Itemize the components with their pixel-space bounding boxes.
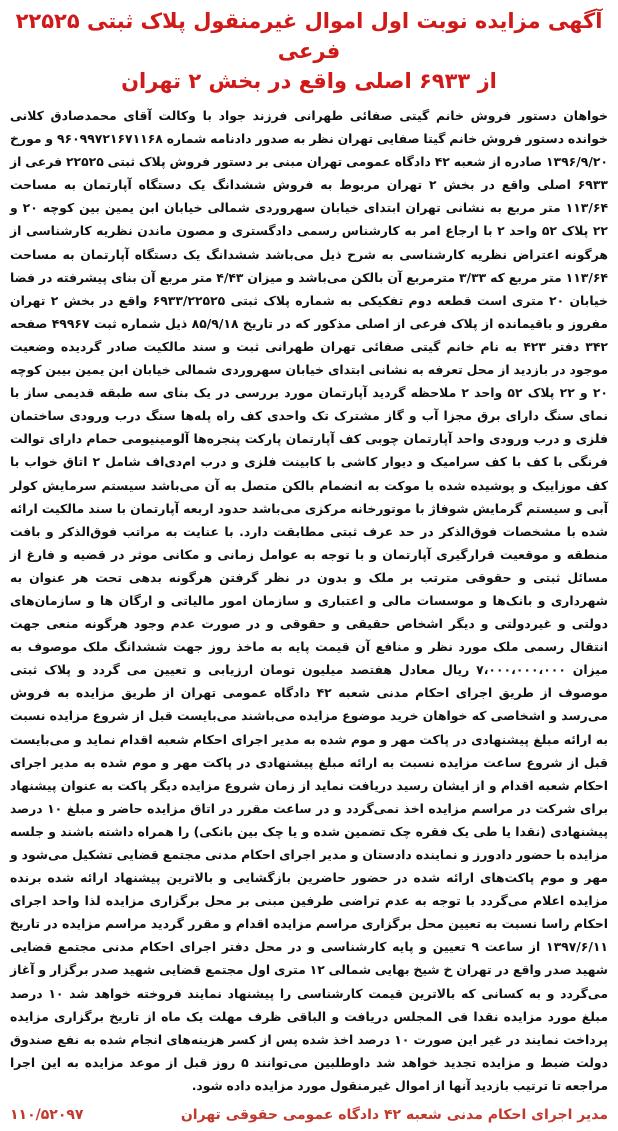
notice-title-line1: آگهی مزایده نوبت اول اموال غیرمنقول پلاک ثبتی ۲۲۵۲۵ فرعی: [15, 9, 603, 63]
notice-body: خواهان دستور فروش خانم گیتی صفائی طهرانی فرزند جواد با وکالت آقای محمدصادق کلانی خوانده دستور فروش خانم گیتا صفایی تهران نظر به صدور دادنامه شماره ۹۶۰۹۹۷۲۱۶۷۱۱۶۸ و مورخ ۱۳۹۶/۹/۲۰ صادره از شعبه ۴۲ دادگاه عمومی تهران مبنی بر دستور فروش پلاک ثبتی ۲۲۵۲۵ فرعی از ۶۹۳۳ اصلی واقع در بخش ۲ تهران مربوط به فروش ششدانگ یک دستگاه آپارتمان به مساحت ۱۱۳/۶۴ متر مربع به نشانی تهران ابتدای خیابان سهروردی شمالی خیابان ابن یمین بین کوچه ۲۰ و ۲۲ پلاک ۵۲ واحد ۲ با ارجاع امر به کارشناس رسمی دادگستری و مصون ماندن نظریه کارشناسی از هرگونه اعتراض نظریه کارشناسی به شرح ذیل می‌باشد ششدانگ یک دستگاه آپارتمان به مساحت ۱۱۳/۶۴ متر مربع که ۳/۳۳ مترمربع آن بالکن می‌باشد و میزان ۴/۴۳ متر مربع آن بنای پیشرفته در فضا خیابان ۲۰ متری است قطعه دوم تفکیکی به شماره پلاک ثبتی ۶۹۳۳/۲۲۵۲۵ واقع در بخش ۲ تهران مفروز و باقیمانده از پلاک فرعی از اصلی مذکور که در تاریخ ۸۵/۹/۱۸ ذیل شماره ثبت ۴۹۹۶۷ صفحه ۳۴۲ دفتر ۴۲۳ به نام خانم گیتی صفائی تهران طهرانی ثبت و سند مالکیت صادر گردیده وضعیت موجود در بازدید از محل تعرفه به نشانی ابتدای خیابان سهروردی شمالی خیابان ابن یمین بیبن کوچه ۲۰ و ۲۲ پلاک ۵۲ واحد ۲ ملاحظه گردید آپارتمان مورد بررسی در یک بنای سه طبقه قدیمی ساز با نمای سنگ دارای برق مجزا آب و گاز مشترک تک واحدی کف راه پله‌ها سنگ درب ورودی ساختمان فلزی و درب ورودی واحد آپارتمان چوبی کف آپارتمان پارکت پنجره‌ها آلومینیومی حمام دارای توالت فرنگی با کف با کف سرامیک و دیوار کاشی با کابینت فلزی و درب ام‌دی‌اف شامل ۲ اتاق خواب با کف موزاییک و پوشیده شده با موکت به انضمام بالکن متصل به آن می‌باشد سیستم سرمایش کولر آبی و سیستم گرمایش شوفاژ با موتورخانه مرکزی می‌باشد حدود اربعه آپارتمان با سند مالکیت ارائه شده با مشخصات فوق‌الذکر در حد عرف ثبتی مطابقت دارد. با عنایت به مراتب فوق‌الذکر و بافت منطقه و موقعیت قرارگیری آپارتمان و با توجه به عوامل زمانی و مکانی موثر در قضیه و فارغ از مسائل ثبتی و حقوقی مترتب بر ملک و بدون در نظر گرفتن هرگونه بدهی تحت هر عنوان به شهرداری و بانک‌ها و موسسات مالی و اعتباری و سازمان امور مالیاتی و ارگان ها و سازمان‌های دولتی و غیردولتی و دیگر اشخاص حقیقی و حقوقی و در صورت عدم وجود هرگونه منعی جهت انتقال رسمی ملک مورد نظر و منافع آن قیمت پایه به ماخذ روز جهت ششدانگ ملک موصوف به میزان ۷،۰۰۰،۰۰۰،۰۰۰ ریال معادل هفتصد میلیون تومان ارزیابی و تعیین می گردد و پلاک ثبتی موصوف از طریق اجرای احکام مدنی شعبه ۴۲ دادگاه عمومی تهران از طریق مزایده به فروش می‌رسد و اشخاصی که خواهان خرید موضوع مزایده می‌باشند می‌بایست قبل از شروع مزایده نسبت به ارائه مبلغ پیشنهادی در پاکت مهر و موم شده به مدیر اجرای احکام شعبه اقدام نماید و می‌بایست قبل از شروع ساعت مزایده نسبت به ارائه مبلغ پیشنهادی در پاکت مهر و موم شده به مدیر اجرای احکام شعبه اقدام و از ایشان رسید دریافت نماید از زمان شروع مزایده دیگر پاکت به عنوان پیشنهاد برای شرکت در مراسم مزایده اخذ نمی‌گردد و در ساعت مقرر در اتاق مزایده حاضر و مبلغ ۱۰ درصد پیشنهادی (نقدا یا طی یک فقره چک تضمین شده و یا چک بین بانکی) را همراه داشته باشند و جلسه مزایده با حضور دادورز و نماینده دادستان و مدیر اجرای احکام مدنی مجتمع قضایی تشکیل می‌شود و مهر و موم پاکت‌های ارائه شده در حضور حاضرین بازگشایی و بالاترین پیشنهاد ارائه شده برنده مزایده اعلام می‌گردد با توجه به عدم تراضی طرفین مبنی بر محل برگزاری مزایده لذا واحد اجرای احکام راسا نسبت به تعیین محل برگزاری مراسم مزایده اقدام و مقرر گردید مراسم مزایده در تاریخ ۱۳۹۷/۶/۱۱ از ساعت ۹ تعیین و پایه کارشناسی و در محل دفتر اجرای احکام مدنی مجتمع قضایی شهید صدر واقع در تهران خ شیخ بهایی شمالی ۱۲ متری اول مجتمع قضایی شهید صدر برگزار و آغاز می‌گردد و به کسانی که بالاترین قیمت کارشناسی را پیشنهاد نمایند فروخته خواهد شد ۱۰ درصد مبلغ مورد مزایده نقدا فی المجلس دریافت و الباقی ظرف مهلت یک ماه از تاریخ برگزاری مزایده پرداخت نمایند در غیر این صورت ۱۰ درصد اخذ شده پس از کسر هزینه‌های انجام شده به نفع صندوق دولت ضبط و مزایده تجدید خواهد شد داوطلبین می‌توانند ۵ روز قبل از موعد مزایده به این اجرا مراجعه تا ترتیب بازدید آنها از اموال غیرمنقول مورد مزایده داده شود.: [10, 108, 609, 1093]
notice-footer: [10, 1105, 608, 1125]
notice-signature: مدیر اجرای احکام مدنی شعبه ۴۲ دادگاه عمومی حقوقی تهران: [180, 1107, 608, 1123]
notice-title-line2: از ۶۹۳۳ اصلی واقع در بخش ۲ تهران: [121, 69, 497, 93]
notice-title: [10, 6, 608, 96]
notice-reference-code: ۱۱۰/۵۲۰۹۷: [10, 1107, 84, 1123]
